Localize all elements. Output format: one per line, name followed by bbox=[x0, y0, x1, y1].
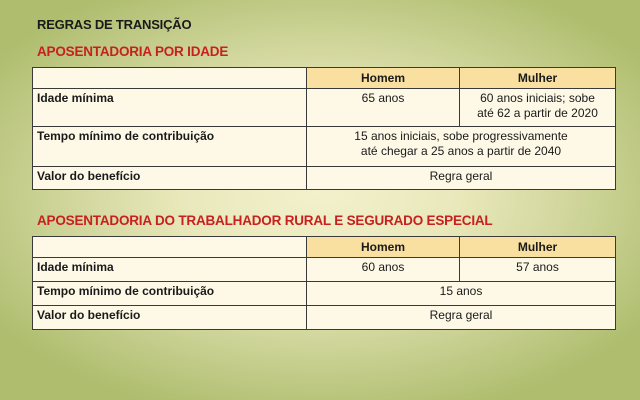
header-empty-cell bbox=[33, 68, 307, 89]
cell-tempo-contribuicao bbox=[307, 127, 616, 167]
section-title-trabalhador-rural: APOSENTADORIA DO TRABALHADOR RURAL E SEGURADO ESPECIAL bbox=[37, 213, 493, 228]
row-label-idade-minima: Idade mínima bbox=[33, 258, 307, 282]
header-homem: Homem bbox=[307, 68, 460, 89]
cell-idade-mulher bbox=[460, 89, 616, 127]
table-trabalhador-rural bbox=[32, 236, 616, 330]
table-row-idade-minima bbox=[33, 89, 616, 127]
row-label-valor-beneficio: Valor do benefício bbox=[33, 306, 307, 330]
cell-idade-mulher: 57 anos bbox=[460, 258, 616, 282]
page-title: REGRAS DE TRANSIÇÃO bbox=[37, 17, 192, 32]
header-mulher: Mulher bbox=[460, 237, 616, 258]
row-label-tempo-contribuicao: Tempo mínimo de contribuição bbox=[33, 282, 307, 306]
table-header-row bbox=[33, 68, 616, 89]
cell-valor-beneficio: Regra geral bbox=[307, 167, 616, 190]
cell-idade-homem: 65 anos bbox=[307, 89, 460, 127]
row-label-idade-minima: Idade mínima bbox=[33, 89, 307, 127]
cell-idade-mulher-line1: 60 anos iniciais; sobe bbox=[480, 91, 595, 105]
table-row-tempo-contribuicao bbox=[33, 127, 616, 167]
header-homem: Homem bbox=[307, 237, 460, 258]
cell-idade-mulher-line2: até 62 a partir de 2020 bbox=[477, 106, 598, 120]
cell-tempo-contribuicao: 15 anos bbox=[307, 282, 616, 306]
table-row-valor-beneficio bbox=[33, 167, 616, 190]
cell-valor-beneficio: Regra geral bbox=[307, 306, 616, 330]
table-row-idade-minima bbox=[33, 258, 616, 282]
row-label-valor-beneficio: Valor do benefício bbox=[33, 167, 307, 190]
table-row-valor-beneficio bbox=[33, 306, 616, 330]
cell-tempo-line2: até chegar a 25 anos a partir de 2040 bbox=[360, 144, 562, 158]
cell-idade-homem: 60 anos bbox=[307, 258, 460, 282]
header-empty-cell bbox=[33, 237, 307, 258]
row-label-tempo-contribuicao: Tempo mínimo de contribuição bbox=[33, 127, 307, 167]
table-row-tempo-contribuicao bbox=[33, 282, 616, 306]
table-header-row bbox=[33, 237, 616, 258]
cell-tempo-line1: 15 anos iniciais, sobe progressivamente bbox=[354, 129, 568, 143]
header-mulher: Mulher bbox=[460, 68, 616, 89]
section-title-aposentadoria-por-idade: APOSENTADORIA POR IDADE bbox=[37, 44, 229, 59]
table-aposentadoria-por-idade bbox=[32, 67, 616, 190]
